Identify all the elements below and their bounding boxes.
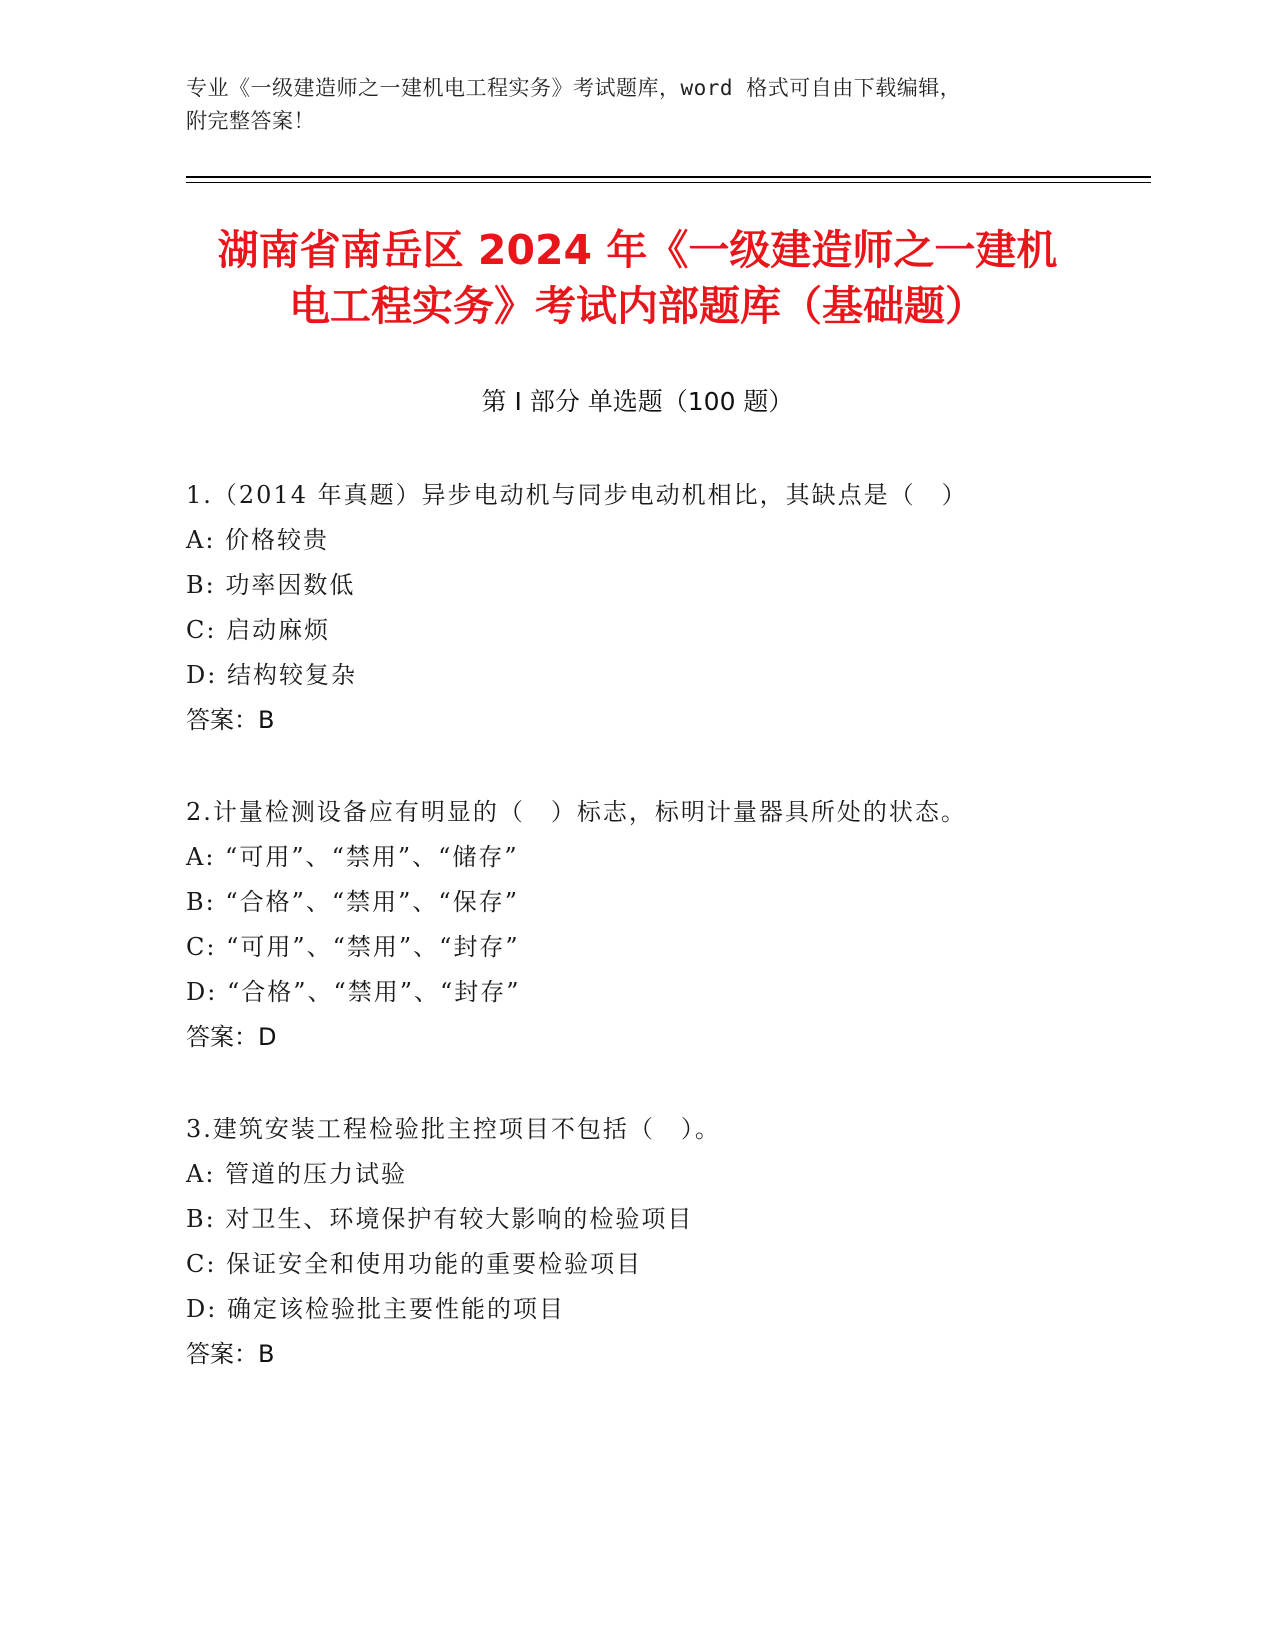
option-d: D: 结构较复杂 <box>186 661 357 689</box>
header-divider-thin <box>186 182 1151 183</box>
option-d: D: 确定该检验批主要性能的项目 <box>186 1295 565 1323</box>
option-c: C: 启动麻烦 <box>186 616 331 644</box>
option-b: B: 对卫生、环境保护有较大影响的检验项目 <box>186 1205 694 1233</box>
document-title <box>150 222 1125 334</box>
header-note-line-2: 附完整答案！ <box>186 109 315 133</box>
option-b: B: 功率因数低 <box>186 571 356 599</box>
answer: 答案：B <box>186 1340 275 1368</box>
question-1 <box>186 473 1146 743</box>
question-3 <box>186 1107 1146 1377</box>
question-stem: 2.计量检测设备应有明显的（ ）标志，标明计量器具所处的状态。 <box>186 798 967 826</box>
question-stem: 3.建筑安装工程检验批主控项目不包括（ ）。 <box>186 1115 721 1143</box>
section-title: 第 I 部分 单选题（100 题） <box>481 387 794 416</box>
option-a: A: 价格较贵 <box>186 526 330 554</box>
option-d: D: “合格”、“禁用”、“封存” <box>186 978 521 1006</box>
header-note <box>186 72 1096 138</box>
question-2 <box>186 790 1146 1060</box>
option-b: B: “合格”、“禁用”、“保存” <box>186 888 519 916</box>
answer: 答案：B <box>186 706 275 734</box>
question-stem: 1.（2014 年真题）异步电动机与同步电动机相比，其缺点是（ ） <box>186 481 968 509</box>
option-a: A: “可用”、“禁用”、“储存” <box>186 843 519 871</box>
option-c: C: 保证安全和使用功能的重要检验项目 <box>186 1250 643 1278</box>
answer: 答案：D <box>186 1023 277 1051</box>
document-title-line-2: 电工程实务》考试内部题库（基础题） <box>289 282 986 330</box>
option-a: A: 管道的压力试验 <box>186 1160 408 1188</box>
header-note-line-1: 专业《一级建造师之一建机电工程实务》考试题库，word 格式可自由下载编辑， <box>186 76 962 100</box>
document-title-line-1: 湖南省南岳区 2024 年《一级建造师之一建机 <box>217 226 1058 274</box>
header-divider-thick <box>186 176 1151 178</box>
option-c: C: “可用”、“禁用”、“封存” <box>186 933 520 961</box>
